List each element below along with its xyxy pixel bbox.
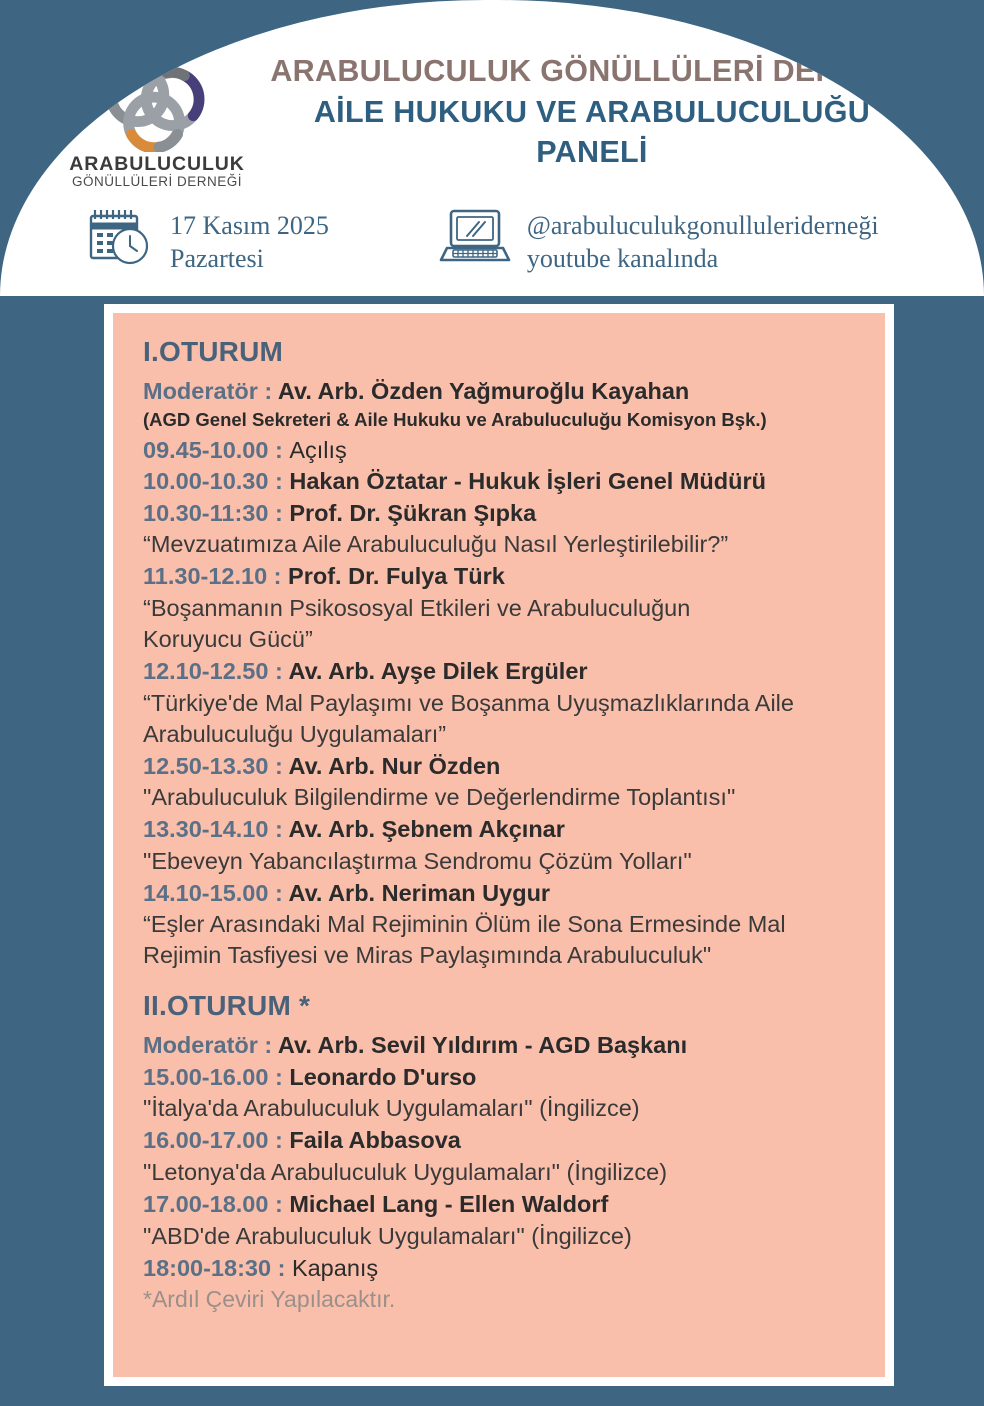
session-1-moderator-label: Moderatör : [143, 377, 273, 404]
program-slot [143, 466, 867, 497]
logo-subwordmark: GÖNÜLLÜLERİ DERNEĞİ [71, 174, 243, 190]
session-2-slot-list [143, 1062, 867, 1283]
program-card [113, 313, 885, 1377]
program-slot [143, 1062, 867, 1093]
panel-title-line1: AİLE HUKUKU VE ARABULUCULUĞU [313, 95, 871, 130]
session-2-moderator [143, 1030, 867, 1060]
slot-speaker: Kapanış [291, 1254, 379, 1281]
slot-time: 12.50-13.30 [143, 752, 269, 779]
program-slot [143, 1125, 867, 1156]
slot-speaker: Michael Lang - Ellen Waldorf [289, 1191, 609, 1218]
event-info-row [0, 206, 984, 286]
session-1-title: I.OTURUM [143, 336, 284, 367]
slot-topic [143, 529, 867, 560]
program-slot [143, 814, 867, 845]
header-titles [242, 52, 984, 172]
slot-speaker: Faila Abbasova [289, 1127, 461, 1154]
slot-topic-line: “Boşanmanın Psikososyal Etkileri ve Arabuluculuğun [143, 594, 691, 621]
slot-speaker: Av. Arb. Şebnem Akçınar [288, 816, 565, 843]
slot-speaker: Açılış [289, 436, 347, 463]
slot-time: 14.10-15.00 [143, 879, 269, 906]
slot-separator: : [271, 1254, 292, 1281]
program-slot [143, 878, 867, 909]
session-1-moderator-affiliation: (AGD Genel Sekreteri & Aile Hukuku ve Arabuluculuğu Komisyon Bşk.) [143, 408, 767, 430]
slot-separator: : [268, 879, 289, 906]
three-interlocking-rings-logo-icon [98, 56, 216, 152]
calendar-clock-icon [86, 206, 156, 268]
slot-time: 12.10-12.50 [143, 657, 269, 684]
slot-topic [143, 593, 867, 655]
slot-topic-line: "İtalya'da Arabuluculuk Uygulamaları" (İngilizce) [143, 1095, 640, 1122]
slot-speaker: Av. Arb. Nur Özden [288, 752, 501, 779]
session-1-moderator-name: Av. Arb. Özden Yağmuroğlu Kayahan [277, 377, 690, 404]
session-2-moderator-label: Moderatör : [143, 1031, 273, 1058]
event-stream-channel: youtube kanalında [526, 244, 719, 274]
slot-topic-line: "Ebeveyn Yabancılaştırma Sendromu Çözüm Yolları" [143, 847, 692, 874]
slot-topic-line: Arabuluculuğu Uygulamaları” [143, 720, 447, 747]
slot-separator: : [268, 752, 289, 779]
program-slot [143, 498, 867, 529]
slot-topic-line: "Letonya'da Arabuluculuk Uygulamaları" (İngilizce) [143, 1159, 668, 1186]
slot-topic-line: “Mevzuatımıza Aile Arabuluculuğu Nasıl Yerleştirilebilir?” [143, 531, 729, 558]
slot-separator: : [268, 468, 290, 495]
session-1-moderator [143, 376, 867, 406]
program-card-frame [104, 304, 894, 1386]
slot-time: 10.00-10.30 [143, 468, 269, 495]
program-slot [143, 751, 867, 782]
program-slot [143, 435, 867, 466]
slot-time: 11.30-12.10 [143, 563, 268, 590]
slot-speaker: Hakan Öztatar - Hukuk İşleri Genel Müdürü [289, 468, 766, 495]
program-footnote: *Ardıl Çeviri Yapılacaktır. [143, 1286, 396, 1313]
panel-title [242, 93, 942, 172]
slot-time: 16.00-17.00 [143, 1127, 269, 1154]
slot-topic-line: Rejimin Tasfiyesi ve Miras Paylaşımında Arabuluculuk" [143, 942, 712, 969]
slot-separator: : [268, 816, 289, 843]
slot-topic-line: Koruyucu Gücü” [143, 625, 313, 652]
slot-separator: : [268, 1127, 290, 1154]
session-1-slot-list [143, 435, 867, 972]
association-logo [69, 52, 245, 190]
slot-topic [143, 688, 867, 750]
slot-time: 09.45-10.00 [143, 436, 269, 463]
slot-separator: : [267, 563, 289, 590]
program-slot [143, 1189, 867, 1220]
event-stream-text [527, 206, 879, 276]
event-date-line2: Pazartesi [170, 244, 264, 274]
event-stream-handle: @arabuluculukgonulluleriderneği [526, 211, 879, 240]
slot-topic-line: “Eşler Arasındaki Mal Rejiminin Ölüm ile Sona Ermesinde Mal [143, 911, 786, 938]
slot-speaker: Prof. Dr. Şükran Şıpka [289, 499, 537, 526]
slot-time: 10.30-11:30 [143, 499, 269, 526]
laptop-icon [439, 206, 513, 268]
event-date-line1: 17 Kasım 2025 [170, 211, 329, 240]
slot-separator: : [268, 1191, 290, 1218]
slot-speaker: Prof. Dr. Fulya Türk [288, 563, 505, 590]
slot-topic-line: "Arabuluculuk Bilgilendirme ve Değerlendirme Toplantısı" [143, 784, 736, 811]
slot-separator: : [268, 1063, 290, 1090]
session-2-title: II.OTURUM * [143, 990, 311, 1022]
slot-topic [143, 1221, 867, 1252]
slot-speaker: Av. Arb. Neriman Uygur [288, 879, 551, 906]
slot-topic [143, 1093, 867, 1124]
slot-topic [143, 846, 867, 877]
slot-topic [143, 1157, 867, 1188]
event-date-text [170, 206, 329, 276]
slot-topic [143, 909, 867, 971]
brand-row [0, 52, 984, 202]
organization-title: ARABULUCULUK GÖNÜLLÜLERİ DERNEĞİ [270, 54, 914, 88]
program-slot [143, 656, 867, 687]
header-arch [0, 0, 984, 296]
slot-speaker: Leonardo D'urso [289, 1063, 477, 1090]
slot-topic-line: “Türkiye'de Mal Paylaşımı ve Boşanma Uyuşmazlıklarında Aile [143, 689, 794, 716]
slot-time: 15.00-16.00 [143, 1063, 269, 1090]
program-slot [143, 561, 867, 592]
event-date-block [86, 206, 329, 276]
slot-topic [143, 782, 867, 813]
event-stream-block [439, 206, 879, 276]
slot-time: 17.00-18.00 [143, 1191, 269, 1218]
slot-time: 18:00-18:30 [143, 1254, 272, 1281]
slot-topic-line: "ABD'de Arabuluculuk Uygulamaları" (İngilizce) [143, 1222, 632, 1249]
slot-speaker: Av. Arb. Ayşe Dilek Ergüler [288, 657, 588, 684]
slot-separator: : [268, 499, 290, 526]
panel-title-line2: PANELİ [536, 134, 648, 169]
program-slot [143, 1253, 867, 1284]
slot-separator: : [268, 657, 289, 684]
session-2-moderator-name: Av. Arb. Sevil Yıldırım - AGD Başkanı [277, 1031, 688, 1058]
slot-separator: : [268, 436, 290, 463]
logo-wordmark: ARABULUCULUK [69, 153, 245, 175]
slot-time: 13.30-14.10 [143, 816, 269, 843]
